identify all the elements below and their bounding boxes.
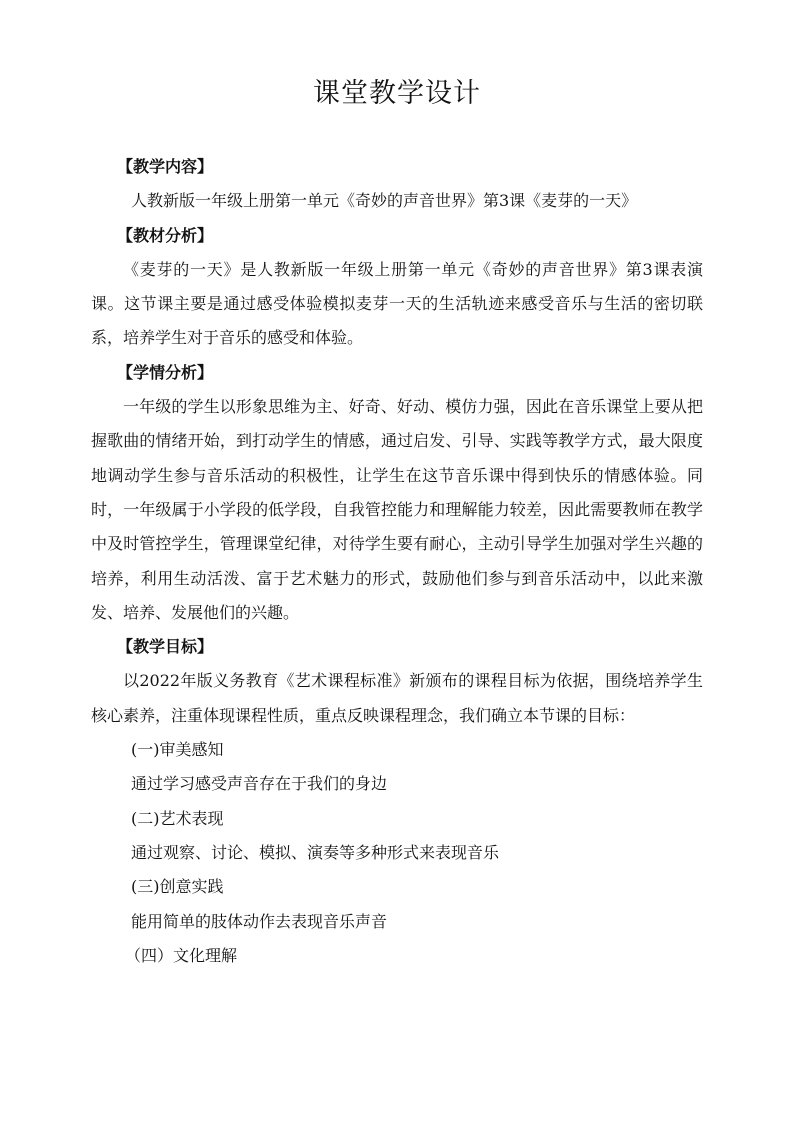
goal-text-practice: 能用简单的肢体动作去表现音乐声音 [131, 911, 388, 931]
section-text-material: 《麦芽的一天》是人教新版一年级上册第一单元《奇妙的声音世界》第3课表演课。这节课主要是通过感受体验模拟麦芽一天的生活轨迹来感受音乐与生活的密切联系，培养学生对于音乐的感受和体验。 [91, 259, 703, 348]
section-text-content: 人教新版一年级上册第一单元《奇妙的声音世界》第3课《麦芽的一天》 [131, 191, 638, 211]
section-heading-content: 【教学内容】 [117, 157, 214, 176]
goal-label-expression: (二)艺术表现 [131, 808, 224, 828]
goal-label-practice: (三)创意实践 [131, 877, 224, 897]
section-text-goals: 以2022年版义务教育《艺术课程标准》新颁布的课程目标为依据，围绕培养学生核心素养，注重体现课程性质，重点反映课程理念，我们确立本节课的目标： [91, 671, 703, 725]
goal-label-culture: （四）文化理解 [125, 945, 238, 965]
document-body [91, 150, 703, 973]
goal-label-aesthetic: (一)审美感知 [131, 740, 224, 760]
goal-text-aesthetic: 通过学习感受声音存在于我们的身边 [131, 774, 388, 794]
section-heading-material: 【教材分析】 [117, 225, 214, 245]
section-heading-students: 【学情分析】 [117, 362, 214, 382]
section-text-students: 一年级的学生以形象思维为主、好奇、好动、模仿力强，因此在音乐课堂上要从把握歌曲的情绪开始，到打动学生的情感，通过启发、引导、实践等教学方式，最大限度地调动学生参与音乐活动的积极性，让学生在这节音乐课中得到快乐的情感体验。同时，一年级属于小学段的低学段，自我管控能力和理解能力较差，因此需要教师在教学中及时管控学生，管理课堂纪律，对待学生要有耐心，主动引导学生加强对学生兴趣的培养，利用生动活泼、富于艺术魅力的形式，鼓励他们参与到音乐活动中，以此来激发、培养、发展他们的兴趣。 [91, 397, 703, 622]
goal-text-expression: 通过观察、讨论、模拟、演奏等多种形式来表现音乐 [131, 842, 500, 862]
document-title: 课堂教学设计 [313, 78, 481, 109]
section-heading-goals: 【教学目标】 [117, 637, 214, 657]
